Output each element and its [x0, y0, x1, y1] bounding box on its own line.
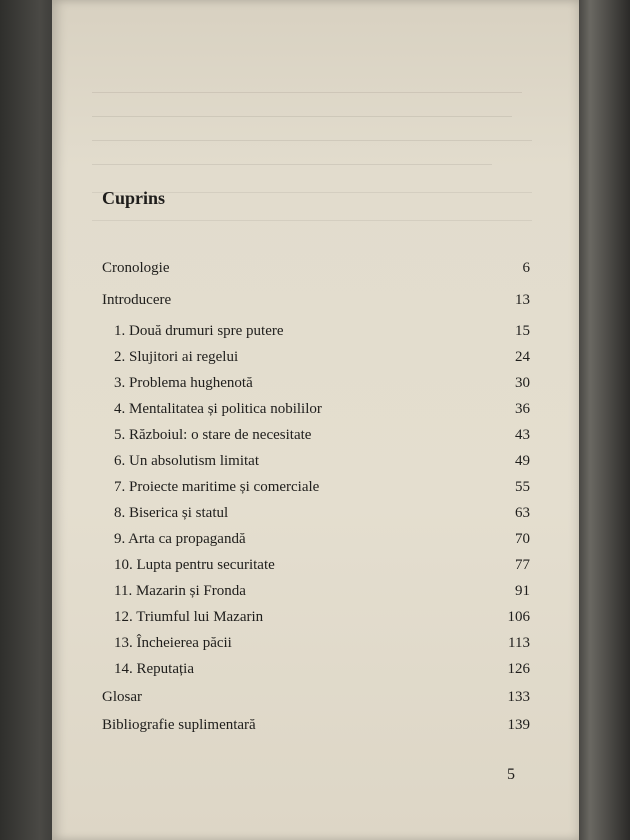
toc-entry-page: 43: [515, 427, 530, 443]
show-through-text: [92, 150, 492, 170]
toc-entry: [52, 635, 579, 659]
toc-entry-title: 13. Încheierea păcii: [114, 635, 232, 651]
toc-entry: [52, 453, 579, 477]
toc-entry: [52, 349, 579, 373]
toc-entry-page: 77: [515, 557, 530, 573]
toc-entry: [52, 375, 579, 399]
toc-entry-title: 11. Mazarin și Fronda: [114, 583, 246, 599]
toc-entry-title: 3. Problema hughenotă: [114, 375, 253, 391]
toc-entry-title: 8. Biserica și statul: [114, 505, 229, 521]
toc-entry-title: 12. Triumful lui Mazarin: [114, 609, 264, 625]
toc-heading: Cuprins: [102, 188, 166, 208]
toc-entry: [52, 260, 579, 284]
toc-entry-page: 24: [515, 349, 530, 365]
toc-entry-page: 126: [507, 661, 530, 677]
toc-entry-title: 2. Slujitori ai regelui: [114, 349, 239, 365]
toc-entry-page: 106: [507, 609, 530, 625]
toc-entry-page: 133: [507, 689, 530, 705]
toc-entry-page: 36: [515, 401, 530, 417]
toc-entry-page: 70: [515, 531, 530, 547]
show-through-text: [92, 102, 512, 122]
show-through-text: [92, 126, 532, 146]
toc-entry-title: 5. Războiul: o stare de necesitate: [114, 427, 312, 443]
toc-entry: [52, 557, 579, 581]
toc-entry: [52, 479, 579, 503]
toc-entry: [52, 661, 579, 685]
toc-entry: [52, 505, 579, 529]
toc-entry-title: Glosar: [102, 689, 142, 705]
show-through-text: [92, 78, 522, 98]
toc-entry-title: 14. Reputația: [114, 661, 194, 677]
toc-entry-page: 63: [515, 505, 530, 521]
toc-entry-title: 9. Arta ca propagandă: [114, 531, 246, 547]
page-number: 5: [507, 766, 515, 783]
toc-entry: [52, 401, 579, 425]
toc-entry-page: 30: [515, 375, 530, 391]
toc-entry: [52, 427, 579, 451]
toc-entry-title: 6. Un absolutism limitat: [114, 453, 259, 469]
toc-entry-page: 15: [515, 323, 530, 339]
toc-entry-page: 49: [515, 453, 530, 469]
toc-entry: [52, 531, 579, 555]
toc-entry-title: Bibliografie suplimentară: [102, 717, 256, 733]
toc-entry: [52, 689, 579, 713]
toc-entry: [52, 583, 579, 607]
toc-entry-title: 7. Proiecte maritime și comerciale: [114, 479, 320, 495]
toc-entry-title: 10. Lupta pentru securitate: [114, 557, 275, 573]
toc-entry-page: 113: [508, 635, 530, 651]
toc-entry-title: 4. Mentalitatea și politica nobililor: [114, 401, 322, 417]
show-through-text: [92, 206, 532, 226]
toc-entry-page: 91: [515, 583, 530, 599]
book-page: [52, 0, 579, 840]
toc-entry: [52, 609, 579, 633]
toc-entry: [52, 323, 579, 347]
toc-entry-title: Cronologie: [102, 260, 170, 276]
toc-entry-page: 6: [522, 260, 530, 276]
toc-entry-page: 13: [515, 292, 530, 308]
toc-entry-title: 1. Două drumuri spre putere: [114, 323, 284, 339]
toc-entry-page: 139: [507, 717, 530, 733]
toc-entry: [52, 292, 579, 316]
toc-entry-title: Introducere: [102, 292, 172, 308]
toc-entry-page: 55: [515, 479, 530, 495]
toc-entry: [52, 717, 579, 741]
